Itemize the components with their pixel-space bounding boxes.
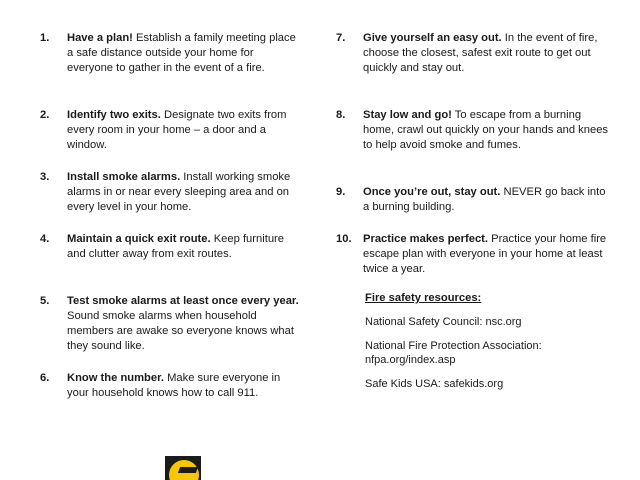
tip-number: 6. xyxy=(40,372,50,384)
resource-entry-safekids xyxy=(365,377,625,391)
resource-entry-nfpa xyxy=(365,339,625,367)
tip-title: Give yourself an easy out. xyxy=(363,32,502,44)
tip-item-1 xyxy=(40,31,299,76)
tip-item-6 xyxy=(40,371,299,401)
tip-body: To escape from a burning home, crawl out quickly on your hands and knees to help avoid smoke and fumes. xyxy=(363,109,609,151)
resource-name: National Safety Council: xyxy=(365,316,483,328)
tip-text xyxy=(363,108,613,153)
tip-text xyxy=(67,31,299,76)
resources-heading: Fire safety resources: xyxy=(365,292,482,304)
tip-item-4 xyxy=(40,232,299,262)
tip-title: Install smoke alarms. xyxy=(67,171,181,183)
tip-title: Stay low and go! xyxy=(363,109,452,121)
resource-name: Safe Kids USA: xyxy=(365,378,441,390)
tip-item-10 xyxy=(336,232,613,277)
tip-item-7 xyxy=(336,31,613,76)
brand-logo xyxy=(165,456,201,480)
resource-url: nsc.org xyxy=(485,316,522,328)
tip-body: Install working smoke alarms in or near every sleeping area and on every level in your home. xyxy=(67,171,291,213)
tip-body: Keep furniture and clutter away from exit routes. xyxy=(67,233,284,260)
tip-item-3 xyxy=(40,170,299,215)
tip-item-8 xyxy=(336,108,613,153)
tip-title: Once you’re out, stay out. xyxy=(363,186,501,198)
tip-number: 8. xyxy=(336,109,346,121)
tip-title: Maintain a quick exit route. xyxy=(67,233,211,245)
tip-body: Make sure everyone in your household knows how to call 911. xyxy=(67,372,281,399)
tip-number: 3. xyxy=(40,171,50,183)
tip-text xyxy=(67,170,299,215)
tip-text xyxy=(67,108,299,153)
resource-name: National Fire Protection Association: xyxy=(365,340,542,352)
tip-text xyxy=(67,371,299,401)
tip-title: Know the number. xyxy=(67,372,164,384)
tip-body: NEVER go back into a burning building. xyxy=(363,186,606,213)
resource-url: safekids.org xyxy=(443,378,504,390)
tip-item-2 xyxy=(40,108,299,153)
logo-mark-shape xyxy=(178,467,198,473)
tip-number: 1. xyxy=(40,32,50,44)
tip-text xyxy=(67,232,299,262)
tip-text xyxy=(363,185,613,215)
tip-number: 4. xyxy=(40,233,50,245)
tip-title: Test smoke alarms at least once every year. xyxy=(67,295,299,307)
tip-body: Designate two exits from every room in your home – a door and a window. xyxy=(67,109,287,151)
tip-number: 10. xyxy=(336,233,352,245)
resource-entry-nsc xyxy=(365,315,625,329)
fire-safety-resources xyxy=(365,291,625,391)
tip-body: Practice your home fire escape plan with everyone in your home at least twice a year. xyxy=(363,233,607,275)
tip-number: 9. xyxy=(336,186,346,198)
tip-title: Have a plan! xyxy=(67,32,133,44)
resource-url: nfpa.org/index.asp xyxy=(365,354,456,366)
tip-body: Establish a family meeting place a safe distance outside your home for everyone to gather in the event of a fire. xyxy=(67,32,296,74)
tip-item-9 xyxy=(336,185,613,215)
tip-number: 7. xyxy=(336,32,346,44)
tip-text xyxy=(67,294,299,354)
tip-title: Practice makes perfect. xyxy=(363,233,489,245)
tip-body: Sound smoke alarms when household members are awake so everyone knows what they sound like. xyxy=(67,310,294,352)
tip-text xyxy=(363,232,613,277)
tip-body: In the event of fire, choose the closest, safest exit route to get out quickly and stay out. xyxy=(363,32,598,74)
tip-text xyxy=(363,31,613,76)
tip-title: Identify two exits. xyxy=(67,109,161,121)
tip-item-5 xyxy=(40,294,299,354)
tip-number: 2. xyxy=(40,109,50,121)
tip-number: 5. xyxy=(40,295,50,307)
